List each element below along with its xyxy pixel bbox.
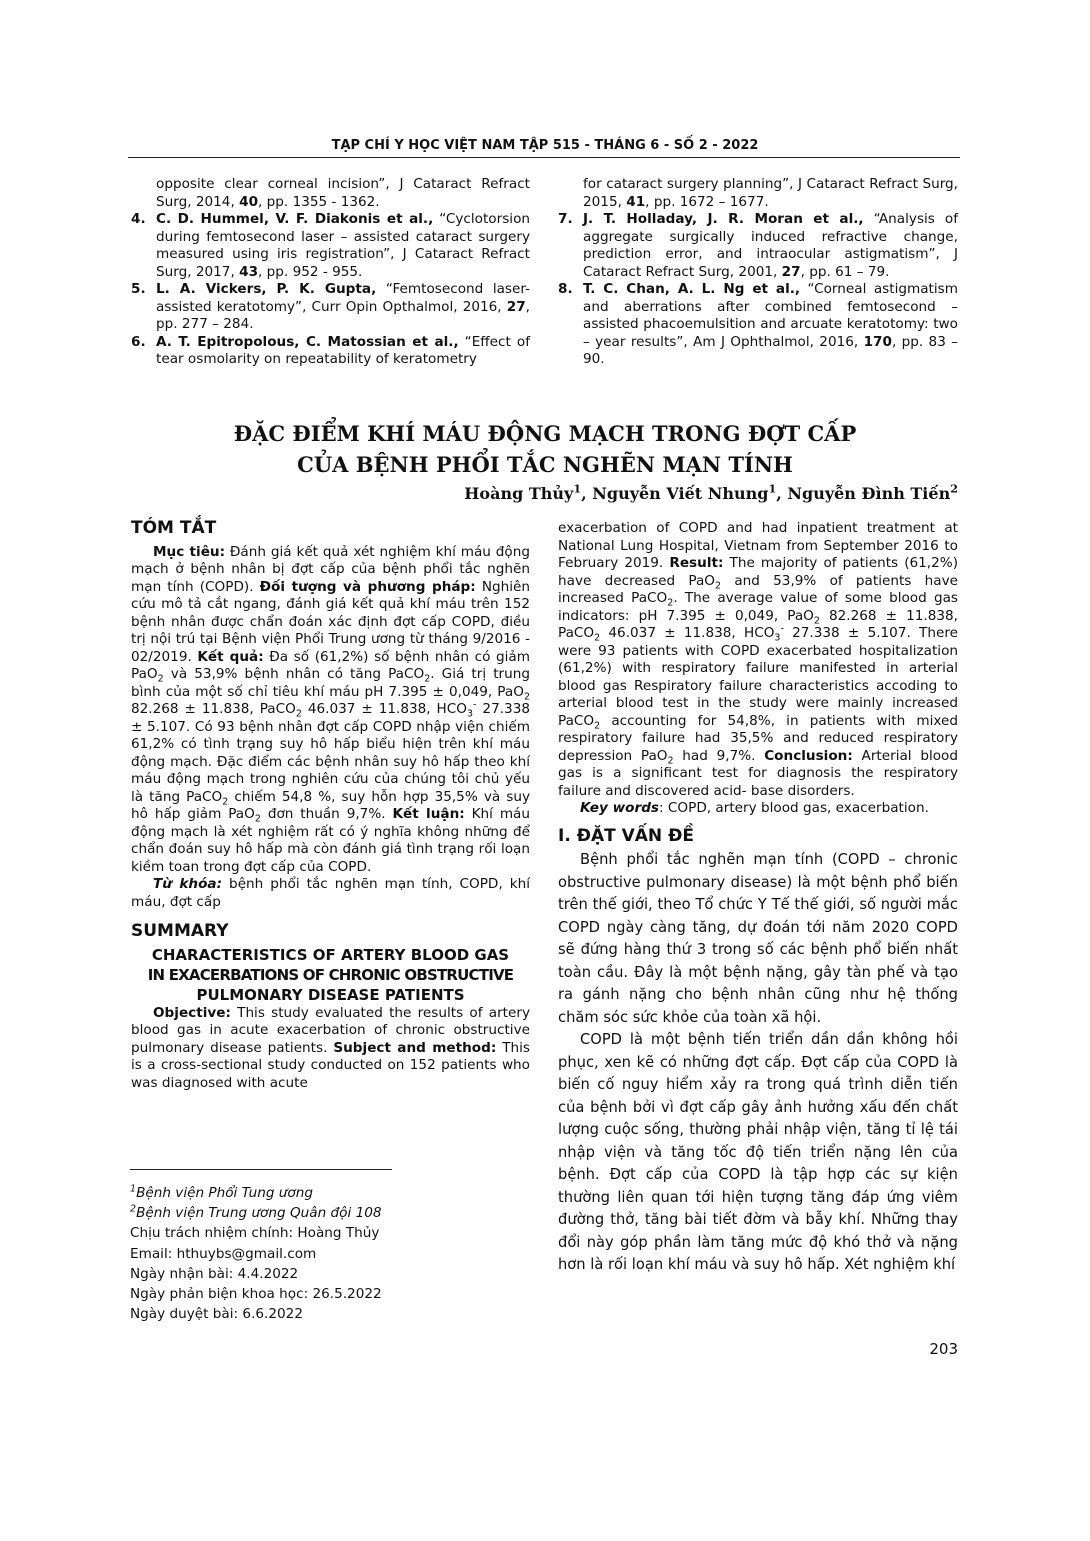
reference-4: 4. C. D. Hummel, V. F. Diakonis et al., “Cyclotorsion during femtosecond laser – assisted cataract surgery measured using iris registration”, J Cataract Refract Surg, 2017, 43, pp. 952 - 955. — [131, 211, 530, 280]
affiliation-1: $^1$Bệnh viện Phổi Tung ương — [130, 1183, 313, 1201]
author-1: Hoàng Thủy — [464, 484, 574, 503]
footnotes — [130, 1183, 382, 1324]
reference-5: 5. L. A. Vickers, P. K. Gupta, “Femtosecond laser-assisted keratotomy”, Curr Opin Opthalmol, 2016, 27, pp. 277 – 284. — [131, 281, 530, 332]
corresponding-email: Email: hthuybs@gmail.com — [130, 1245, 317, 1262]
author-list: Hoàng Thủy$^1$, Nguyễn Viết Nhung$^1$, Nguyễn Đình Tiến$^2$ — [464, 481, 958, 503]
reference-7: 7. J. T. Holladay, J. R. Moran et al., “Analysis of aggregate surgically induced refractive change, prediction error, and intraocular astigmatism”, J Cataract Refract Surg, 2001, 27, pp. 61 – 79. — [558, 211, 958, 280]
abstract-column-left — [131, 520, 530, 1092]
tomtat-paragraph: Mục tiêu: Đánh giá kết quả xét nghiệm khí máu động mạch ở bệnh nhân bị đợt cấp của bệnh phổi tắc nghẽn mạn tính (COPD). Đối tượng và phương pháp: Nghiên cứu mô tả cắt ngang, đánh giá kết quả khí máu trên 152 bệnh nhân được chẩn đoán xác định đợt cấp COPD, điều trị nội trú tại Bệnh viện Phổi Trung ương từ tháng 9/2016 - 02/2019. Kết quả: Đa số (61,2%) số bệnh nhân có giảm PaO$_2$ và 53,9% bệnh nhân có tăng PaCO$_2$. Giá trị trung bình của một số chỉ tiêu khí máu pH 7.395 ± 0,049, PaO$_2$ 82.268 ± 11.838, PaCO$_2$ 46.037 ± 11.838, $HCO_3^-$ 27.338 ± 5.107. Có 93 bệnh nhân đợt cấp COPD nhập viện chiếm 61,2% có tình trạng suy hô hấp biểu hiện trên khí máu động mạch. Đặc điểm các bệnh nhân suy hô hấp theo khí máu động mạch trong nghiên cứu của chúng tôi chủ yếu là tăng PaCO$_2$ chiếm 54,8 %, suy hỗn hợp 35,5% và suy hô hấp giảm PaO$_2$ đơn thuần 9,7%. Kết luận: Khí máu động mạch là xét nghiệm rất có ý nghĩa không những để chẩn đoán suy hô hấp mà còn đánh giá tình trạng rối loạn kiềm toan trong đợt cấp của COPD. — [131, 543, 531, 875]
running-head: TẠP CHÍ Y HỌC VIỆT NAM TẬP 515 - THÁNG 6 - SỐ 2 - 2022 — [331, 138, 759, 153]
date-reviewed: Ngày phản biện khoa học: 26.5.2022 — [130, 1286, 382, 1303]
page-number: 203 — [929, 1340, 958, 1358]
summary-title: CHARACTERISTICS OF ARTERY BLOOD GAS IN EXACERBATIONS OF CHRONIC OBSTRUCTIVE PULMONARY DISEASE PATIENTS — [147, 945, 514, 1004]
article-title-line-1: ĐẶC ĐIỂM KHÍ MÁU ĐỘNG MẠCH TRONG ĐỢT CẤP — [233, 421, 857, 446]
section-1-paragraph-1: Bệnh phổi tắc nghẽn mạn tính (COPD – chronic obstructive pulmonary disease) là một bệnh phổ biến trên thế giới, theo Tổ chức Y Tế thế giới, số người mắc COPD ngày càng tăng, dự đoán tới năm 2020 COPD sẽ đứng hàng thứ 3 trong số các bệnh phổ biến nhất toàn cầu. Đây là một bệnh nặng, gây tàn phế và tạo ra gánh nặng cho bệnh nhân cũng như hệ thống chăm sóc sức khỏe của toàn xã hội. — [558, 851, 958, 1026]
section-1-heading: I. ĐẶT VẤN ĐỀ — [558, 825, 694, 846]
author-3: Nguyễn Đình Tiến — [787, 484, 951, 503]
summary-continuation: exacerbation of COPD and had inpatient treatment at National Lung Hospital, Vietnam from September 2016 to February 2019. Result: The majority of patients (61,2%) have decreased PaO$_2$ and 53,9% of patients have increased PaCO$_2$. The average value of some blood gas indicators: pH 7.395 ± 0,049, PaO$_2$ 82.268 ± 11.838, PaCO$_2$ 46.037 ± 11.838, $HCO_3^-$ 27.338 ± 5.107. There were 93 patients with COPD exacerbated hospitalization (61,2%) with respiratory failure manifested in arterial blood gas Respiratory failure characteristics accoding to arterial blood test in the study were mainly increased PaCO$_2$ accounting for 54,8%, in patients with mixed respiratory failure had 35,5% and reduced respiratory depression PaO$_2$ had 9,7%. Conclusion: Arterial blood gas is a significant test for diagnosis the respiratory failure and discovered acid- base disorders. — [558, 520, 958, 799]
reference-8: 8. T. C. Chan, A. L. Ng et al., “Corneal astigmatism and aberrations after combined femtosecond – assisted phacoemulsition and arcuate keratotomy: two – year results”, Am J Ophthalmol, 2016, 170, pp. 83 – 90. — [558, 281, 958, 367]
article-title — [0, 418, 1090, 480]
summary-keywords: Key words: COPD, artery blood gas, exacerbation. — [580, 800, 929, 816]
date-received: Ngày nhận bài: 4.4.2022 — [130, 1265, 299, 1282]
footnote-rule — [130, 1169, 392, 1170]
reference-6-continuation: for cataract surgery planning”, J Cataract Refract Surg, 2015, 41, pp. 1672 – 1677. — [583, 176, 958, 210]
reference-3-continuation: opposite clear corneal incision”, J Cataract Refract Surg, 2014, 40, pp. 1355 - 1362. — [156, 176, 530, 210]
section-1-paragraph-2: COPD là một bệnh tiến triển dần dần không hồi phục, xen kẽ có những đợt cấp. Đợt cấp của COPD là biến cố nguy hiểm xảy ra trong quá trình diễn tiến của bệnh bởi vì đợt cấp gây ảnh hưởng xấu đến chất lượng cuộc sống, thường phải nhập viện, tăng tỉ lệ tái nhập viện và tăng tốc độ tiến triển nặng lên của bệnh. Đợt cấp của COPD là tập hợp các sự kiện thường liên quan tới hiện tượng tăng đáp ứng viêm đường thở, tăng bài tiết đờm và bẫy khí. Những thay đổi này góp phần làm tăng mức độ khó thở và nặng hơn là rối loạn khí máu và suy hô hấp. Xét nghiệm khí — [558, 1031, 958, 1273]
references-left — [131, 176, 530, 369]
corresponding-author: Chịu trách nhiệm chính: Hoàng Thủy — [130, 1225, 380, 1242]
article-title-line-2: CỦA BỆNH PHỔI TẮC NGHẼN MẠN TÍNH — [297, 452, 793, 477]
tomtat-heading: TÓM TẮT — [131, 518, 217, 538]
affiliation-2: $^2$Bệnh viện Trung ương Quân đội 108 — [130, 1203, 382, 1222]
reference-6: 6. A. T. Epitropolous, C. Matossian et al., “Effect of tear osmolarity on repeatability of keratometry — [131, 333, 530, 367]
summary-heading: SUMMARY — [131, 921, 229, 941]
tomtat-keywords: Từ khóa: bệnh phổi tắc nghẽn mạn tính, COPD, khí máu, đợt cấp — [131, 876, 530, 910]
header-rule — [128, 157, 960, 158]
author-2: Nguyễn Viết Nhung — [592, 484, 769, 503]
date-accepted: Ngày duyệt bài: 6.6.2022 — [130, 1306, 303, 1323]
references-right — [558, 176, 958, 369]
summary-paragraph: Objective: This study evaluated the results of artery blood gas in acute exacerbation of chronic obstructive pulmonary disease patients. Subject and method: This is a cross-sectional study conducted on 152 patients who was diagnosed with acute — [131, 1004, 530, 1091]
body-column-right — [558, 520, 958, 1277]
